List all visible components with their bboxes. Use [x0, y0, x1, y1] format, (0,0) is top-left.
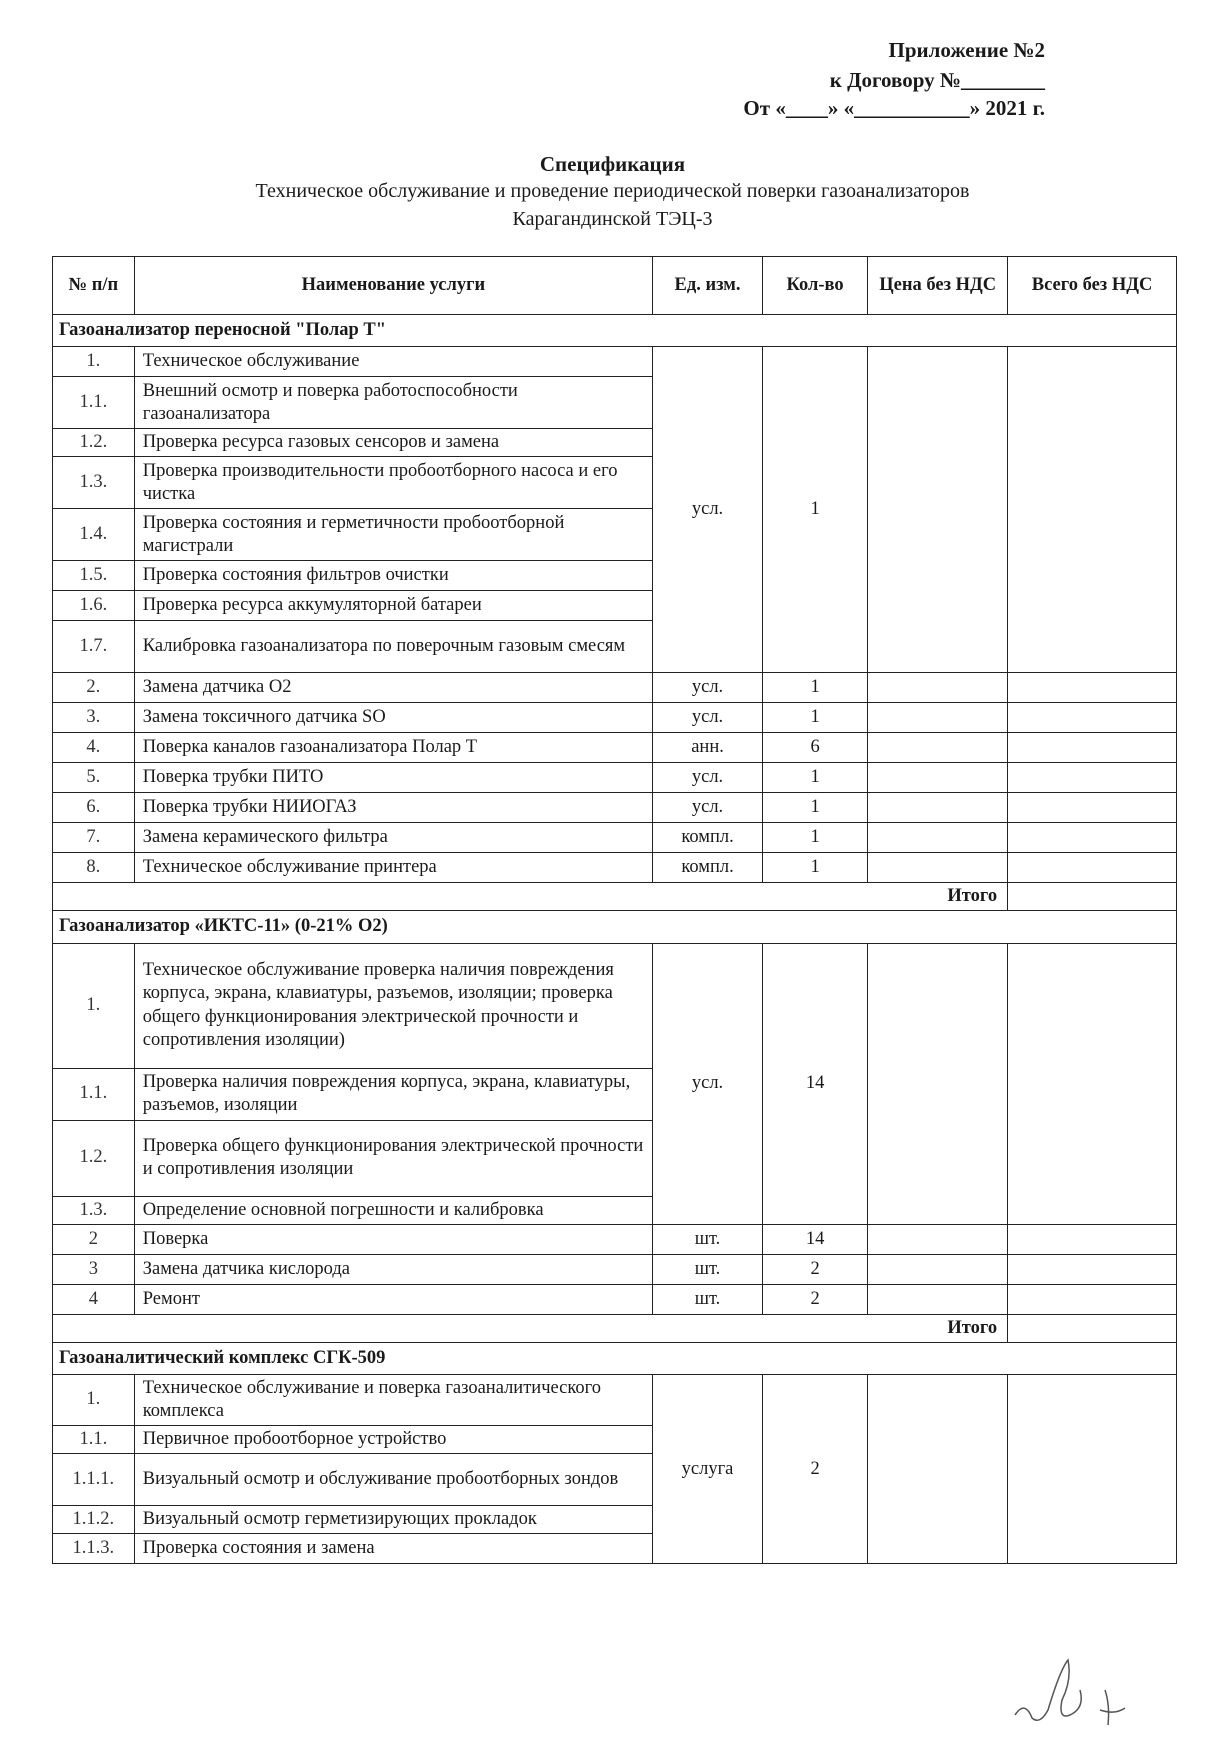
- section-title: Газоанализатор «ИКТС-11» (0-21% О2): [53, 911, 1177, 943]
- row-num: 1.: [53, 1374, 135, 1425]
- total-cell: [1008, 1254, 1177, 1284]
- service-name: Проверка состояния фильтров очистки: [134, 561, 652, 591]
- row-num: 2.: [53, 673, 135, 703]
- qty-cell: 1: [762, 823, 867, 853]
- total-value: [1008, 1314, 1177, 1342]
- service-name: Поверка трубки НИИОГАЗ: [134, 793, 652, 823]
- row-num: 5.: [53, 763, 135, 793]
- table-row: [53, 853, 1177, 883]
- row-num: 1.5.: [53, 561, 135, 591]
- col-name-header: Наименование услуги: [134, 257, 652, 315]
- qty-cell: 6: [762, 733, 867, 763]
- unit-cell: компл.: [653, 823, 763, 853]
- price-cell: [868, 853, 1008, 883]
- row-num: 8.: [53, 853, 135, 883]
- service-name: Техническое обслуживание проверка наличия повреждения корпуса, экрана, клавиатуры, разъемов, изоляции; проверка общего функционирования электрической прочности и сопротивления изоляции): [134, 943, 652, 1068]
- service-name: Калибровка газоанализатора по поверочным газовым смесям: [134, 621, 652, 673]
- row-num: 3.: [53, 703, 135, 733]
- row-num: 1.1.: [53, 377, 135, 429]
- total-cell: [1008, 1224, 1177, 1254]
- group-unit: услуга: [653, 1374, 763, 1564]
- service-name: Техническое обслуживание: [134, 347, 652, 377]
- table-body: [53, 315, 1177, 1564]
- row-num: 4: [53, 1284, 135, 1314]
- section-row: [53, 315, 1177, 347]
- table-row: [53, 1224, 1177, 1254]
- section-row: [53, 911, 1177, 943]
- col-total-header: Всего без НДС: [1008, 257, 1177, 315]
- service-name: Замена датчика кислорода: [134, 1254, 652, 1284]
- total-cell: [1008, 703, 1177, 733]
- total-cell: [1008, 853, 1177, 883]
- service-name: Техническое обслуживание принтера: [134, 853, 652, 883]
- service-name: Замена токсичного датчика SO: [134, 703, 652, 733]
- qty-cell: 2: [762, 1284, 867, 1314]
- total-cell: [1008, 673, 1177, 703]
- qty-cell: 14: [762, 1224, 867, 1254]
- total-cell: [1008, 943, 1177, 1224]
- unit-cell: шт.: [653, 1224, 763, 1254]
- service-name: Техническое обслуживание и поверка газоаналитического комплекса: [134, 1374, 652, 1425]
- total-cell: [1008, 793, 1177, 823]
- price-cell: [868, 943, 1008, 1224]
- price-cell: [868, 347, 1008, 673]
- section-row: [53, 1342, 1177, 1374]
- appendix-label: Приложение №2: [888, 38, 1045, 62]
- unit-cell: усл.: [653, 673, 763, 703]
- row-num: 1.: [53, 347, 135, 377]
- qty-cell: 1: [762, 673, 867, 703]
- service-name: Внешний осмотр и поверка работоспособности газоанализатора: [134, 377, 652, 429]
- table-row: [53, 347, 1177, 377]
- row-num: 6.: [53, 793, 135, 823]
- table-row: [53, 1284, 1177, 1314]
- service-name: Проверка состояния и замена: [134, 1534, 652, 1564]
- row-num: 2: [53, 1224, 135, 1254]
- col-num-header: № п/п: [53, 257, 135, 315]
- service-name: Проверка производительности пробоотборного насоса и его чистка: [134, 457, 652, 509]
- service-name: Определение основной погрешности и калибровка: [134, 1196, 652, 1224]
- group-qty: 1: [762, 347, 867, 673]
- price-cell: [868, 1254, 1008, 1284]
- row-num: 1.: [53, 943, 135, 1068]
- service-name: Проверка общего функционирования электрической прочности и сопротивления изоляции: [134, 1120, 652, 1196]
- table-row: [53, 733, 1177, 763]
- total-label: Итого: [53, 883, 1008, 911]
- document-subtitle-plant: Карагандинской ТЭЦ-3: [512, 208, 713, 230]
- group-unit: усл.: [653, 943, 763, 1224]
- row-num: 1.7.: [53, 621, 135, 673]
- unit-cell: анн.: [653, 733, 763, 763]
- qty-cell: 1: [762, 793, 867, 823]
- row-num: 1.3.: [53, 457, 135, 509]
- qty-cell: 1: [762, 853, 867, 883]
- total-cell: [1008, 763, 1177, 793]
- document-subtitle: Техническое обслуживание и проведение периодической поверки газоанализаторов: [255, 180, 970, 202]
- specification-table: [52, 256, 1177, 1564]
- total-cell: [1008, 733, 1177, 763]
- service-name: Проверка состояния и герметичности пробоотборной магистрали: [134, 509, 652, 561]
- contract-label: к Договору №________: [829, 68, 1045, 92]
- total-cell: [1008, 823, 1177, 853]
- qty-cell: 1: [762, 763, 867, 793]
- service-name: Замена керамического фильтра: [134, 823, 652, 853]
- service-name: Первичное пробоотборное устройство: [134, 1426, 652, 1454]
- price-cell: [868, 733, 1008, 763]
- group-qty: 14: [762, 943, 867, 1224]
- price-cell: [868, 703, 1008, 733]
- service-name: Проверка ресурса газовых сенсоров и замена: [134, 429, 652, 457]
- table-header-row: [53, 257, 1177, 315]
- service-name: Поверка: [134, 1224, 652, 1254]
- row-num: 1.1.2.: [53, 1506, 135, 1534]
- total-value: [1008, 883, 1177, 911]
- total-row: [53, 1314, 1177, 1342]
- service-name: Замена датчика О2: [134, 673, 652, 703]
- price-cell: [868, 673, 1008, 703]
- price-cell: [868, 823, 1008, 853]
- table-row: [53, 1374, 1177, 1425]
- table-row: [53, 943, 1177, 1068]
- row-num: 1.1.: [53, 1068, 135, 1120]
- unit-cell: шт.: [653, 1254, 763, 1284]
- table-row: [53, 673, 1177, 703]
- service-name: Проверка наличия повреждения корпуса, экрана, клавиатуры, разъемов, изоляции: [134, 1068, 652, 1120]
- unit-cell: усл.: [653, 703, 763, 733]
- unit-cell: шт.: [653, 1284, 763, 1314]
- signature: [1010, 1630, 1130, 1730]
- col-unit-header: Ед. изм.: [653, 257, 763, 315]
- price-cell: [868, 793, 1008, 823]
- total-cell: [1008, 347, 1177, 673]
- table-row: [53, 703, 1177, 733]
- service-name: Ремонт: [134, 1284, 652, 1314]
- total-label: Итого: [53, 1314, 1008, 1342]
- service-name: Визуальный осмотр и обслуживание пробоотборных зондов: [134, 1454, 652, 1506]
- unit-cell: компл.: [653, 853, 763, 883]
- row-num: 1.3.: [53, 1196, 135, 1224]
- row-num: 1.2.: [53, 1120, 135, 1196]
- price-cell: [868, 1224, 1008, 1254]
- total-cell: [1008, 1374, 1177, 1564]
- qty-cell: 1: [762, 703, 867, 733]
- service-name: Поверка каналов газоанализатора Полар Т: [134, 733, 652, 763]
- group-qty: 2: [762, 1374, 867, 1564]
- section-title: Газоаналитический комплекс СГК-509: [53, 1342, 1177, 1374]
- total-row: [53, 883, 1177, 911]
- row-num: 1.1.: [53, 1426, 135, 1454]
- price-cell: [868, 763, 1008, 793]
- service-name: Проверка ресурса аккумуляторной батареи: [134, 591, 652, 621]
- price-cell: [868, 1284, 1008, 1314]
- row-num: 1.1.1.: [53, 1454, 135, 1506]
- unit-cell: усл.: [653, 793, 763, 823]
- total-cell: [1008, 1284, 1177, 1314]
- section-title: Газоанализатор переносной "Полар Т": [53, 315, 1177, 347]
- service-name: Визуальный осмотр герметизирующих прокладок: [134, 1506, 652, 1534]
- price-cell: [868, 1374, 1008, 1564]
- row-num: 7.: [53, 823, 135, 853]
- table-row: [53, 763, 1177, 793]
- table-row: [53, 1254, 1177, 1284]
- row-num: 1.6.: [53, 591, 135, 621]
- unit-cell: усл.: [653, 763, 763, 793]
- row-num: 1.2.: [53, 429, 135, 457]
- table-row: [53, 823, 1177, 853]
- row-num: 3: [53, 1254, 135, 1284]
- service-name: Поверка трубки ПИТО: [134, 763, 652, 793]
- qty-cell: 2: [762, 1254, 867, 1284]
- col-price-header: Цена без НДС: [868, 257, 1008, 315]
- row-num: 1.1.3.: [53, 1534, 135, 1564]
- date-label: От «____» «___________» 2021 г.: [743, 96, 1045, 120]
- row-num: 1.4.: [53, 509, 135, 561]
- document-title: Спецификация: [539, 152, 686, 176]
- group-unit: усл.: [653, 347, 763, 673]
- table-row: [53, 793, 1177, 823]
- row-num: 4.: [53, 733, 135, 763]
- col-qty-header: Кол-во: [762, 257, 867, 315]
